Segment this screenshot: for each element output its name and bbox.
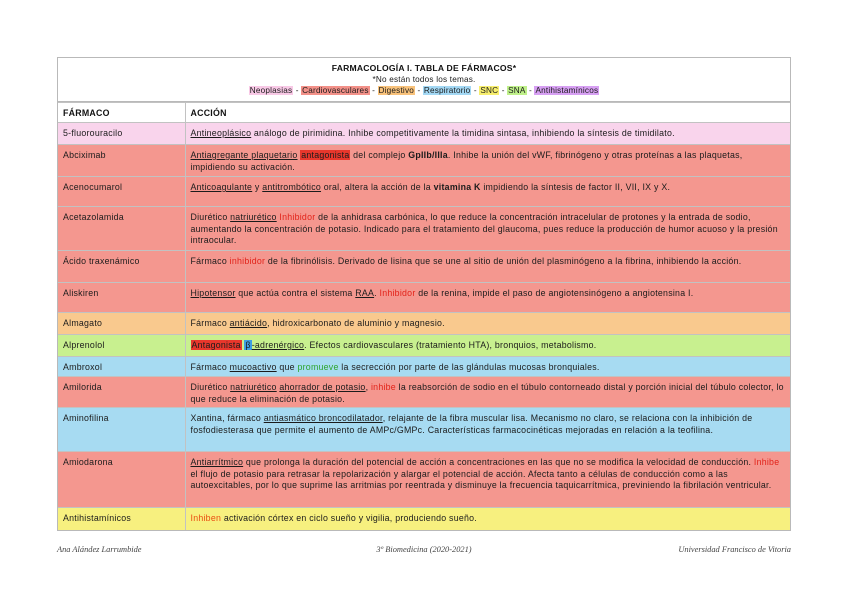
drug-name-cell: Antihistamínicos (58, 508, 185, 530)
action-text: impidiendo la síntesis de factor II, VII, IX y X. (480, 182, 671, 192)
highlighted-term: β (245, 340, 251, 350)
table-row (58, 123, 790, 145)
legend-item: Digestivo (378, 86, 414, 95)
underlined-term: ahorrador de potasio (279, 382, 366, 392)
action-text: , (365, 382, 371, 392)
drug-table (58, 102, 790, 530)
underlined-term: antiasmático broncodilatador (263, 413, 383, 423)
table-row (58, 177, 790, 207)
colored-term: promueve (297, 362, 339, 372)
drug-name-cell: Amiodarona (58, 452, 185, 508)
action-cell (185, 377, 790, 408)
action-cell (185, 145, 790, 177)
action-text: de la fibrinólisis. Derivado de lisina que se une al sitio de unión del plasminógeno a la fibrina, inhibiendo la acción. (265, 256, 742, 266)
underlined-term: natriurético (230, 212, 277, 222)
table-row (58, 283, 790, 313)
colored-term: Inhibe (753, 457, 780, 467)
action-text: Fármaco (190, 318, 230, 328)
action-cell (185, 408, 790, 452)
action-text: de la renina, impide el paso de angiotensinógeno a angiotensina I. (415, 288, 694, 298)
underlined-term: antitrombótico (262, 182, 322, 192)
highlighted-term: Antagonista (191, 340, 241, 350)
legend-item: Cardiovasculares (302, 86, 369, 95)
pharmacology-table (57, 57, 791, 531)
action-text: Diurético (190, 382, 231, 392)
legend-item: Antihistamínicos (535, 86, 599, 95)
action-cell (185, 283, 790, 313)
colored-term: inhibe (370, 382, 396, 392)
legend-separator: - (499, 86, 508, 95)
bold-term: vitamina K (433, 182, 481, 192)
underlined-term: natriurético (230, 382, 277, 392)
drug-name-cell: Almagato (58, 313, 185, 335)
table-row (58, 377, 790, 408)
legend-separator: - (471, 86, 480, 95)
legend-item: Neoplasias (249, 86, 293, 95)
action-cell (185, 452, 790, 508)
action-cell (185, 313, 790, 335)
table-row (58, 357, 790, 377)
action-cell (185, 123, 790, 145)
table-row (58, 508, 790, 530)
category-legend (58, 85, 790, 97)
action-text: Fármaco (190, 362, 230, 372)
action-text: el flujo de potasio para retrasar la repolarización y alargar el potencial de acción. Afecta tanto a células de conducción como a las autoexcitables, por lo que suprime las arritmias por reentrada y disminuye la frecuencia taquicarrítmica, previniendo la fibrilación ventricular. (190, 468, 772, 491)
drug-name-cell: Acenocumarol (58, 177, 185, 207)
drug-name-cell: Ácido traxenámico (58, 251, 185, 283)
colored-term: Inhibidor (279, 212, 316, 222)
action-text: Fármaco (190, 256, 230, 266)
underlined-term: Antineoplásico (190, 128, 252, 138)
footer-university: Universidad Francisco de Vitoria (678, 545, 791, 554)
underlined-term: -adrenérgico (251, 340, 305, 350)
action-cell (185, 207, 790, 251)
underlined-term: Antiagregante plaquetario (190, 150, 298, 160)
action-text: Diurético (190, 212, 231, 222)
underlined-term: antiácido (229, 318, 268, 328)
table-row (58, 251, 790, 283)
legend-item: Respiratorio (423, 86, 471, 95)
table-row (58, 452, 790, 508)
action-text: , relajante de la fibra muscular lisa. Mecanismo no claro, se relaciona con la inhibición de fosfodiesterasa que permite el aumento de AMPc/GMPc. Características farmacocinéticas mejoradas en relación a la teofilina. (190, 413, 753, 435)
action-text: la secrección por parte de las glándulas mucosas bronquiales. (338, 362, 600, 372)
underlined-term: Anticoagulante (190, 182, 253, 192)
action-cell (185, 335, 790, 357)
underlined-term: mucoactivo (229, 362, 277, 372)
drug-name-cell: Alprenolol (58, 335, 185, 357)
highlighted-term: antagonista (301, 150, 350, 160)
drug-name-cell: Aliskiren (58, 283, 185, 313)
action-text: que actúa contra el sistema (235, 288, 356, 298)
colored-term: Inhibidor (379, 288, 416, 298)
action-cell (185, 177, 790, 207)
footer-author: Ana Alández Larrumbide (57, 545, 142, 554)
legend-separator: - (526, 86, 535, 95)
table-row (58, 313, 790, 335)
action-text: . Efectos cardiovasculares (tratamiento HTA), bronquios, metabolismo. (304, 340, 597, 350)
column-header-row (58, 103, 790, 123)
action-text: . Inhibe la unión del vWF, fibrinógeno y otras proteínas a las plaquetas, impidiendo su activación. (190, 150, 743, 172)
drug-name-cell: Amilorida (58, 377, 185, 408)
action-text: . (374, 288, 380, 298)
table-row (58, 408, 790, 452)
action-text: análogo de pirimidina. Inhibe competitivamente la timidina sintasa, inhibiendo la síntesis de timidilato. (251, 128, 675, 138)
table-header-box (58, 58, 790, 102)
action-text: de la anhidrasa carbónica, lo que reduce la concentración intracelular de protones y la entrada de sodio, aumentando la concentración de potasio. Indicado para el tratamiento del glaucoma, pues reduce la producción de humor acuoso y la presión intraocular. (190, 212, 778, 246)
table-title: FARMACOLOGÍA I. TABLA DE FÁRMACOS* (331, 63, 517, 73)
drug-name-cell: Aminofilina (58, 408, 185, 452)
action-text: y (252, 182, 263, 192)
action-text: que (276, 362, 298, 372)
table-note: *No están todos los temas. (372, 75, 476, 84)
drug-table-body (58, 123, 790, 530)
drug-name-cell: Abciximab (58, 145, 185, 177)
table-row (58, 335, 790, 357)
drug-name-cell: Acetazolamida (58, 207, 185, 251)
table-row (58, 145, 790, 177)
legend-separator: - (415, 86, 423, 95)
action-text: que prolonga la duración del potencial de acción a concentraciones en las que no se modifica la velocidad de conducción. (243, 457, 754, 467)
legend-separator: - (293, 86, 302, 95)
underlined-term: RAA (355, 288, 375, 298)
table-row (58, 207, 790, 251)
underlined-term: Antiarrítmico (190, 457, 244, 467)
action-cell (185, 251, 790, 283)
colored-term: inhibidor (229, 256, 266, 266)
legend-item: SNC (480, 86, 499, 95)
action-cell (185, 357, 790, 377)
footer-course: 3º Biomedicina (2020-2021) (376, 545, 472, 554)
drug-name-cell: 5-fluorouracilo (58, 123, 185, 145)
legend-item: SNA (508, 86, 526, 95)
action-cell (185, 508, 790, 530)
drug-name-cell: Ambroxol (58, 357, 185, 377)
action-text: la reabsorción de sodio en el túbulo contorneado distal y porción inicial del túbulo colector, lo que reduce la eliminación de potasio. (190, 382, 784, 404)
underlined-term: Hipotensor (190, 288, 236, 298)
column-header-drug: FÁRMACO (58, 103, 185, 123)
action-text: , hidroxicarbonato de aluminio y magnesio. (267, 318, 445, 328)
colored-term: Inhiben (190, 513, 222, 523)
action-text: Xantina, fármaco (190, 413, 264, 423)
action-text: del complejo (350, 150, 409, 160)
bold-term: GpIIb/IIIa (408, 150, 448, 160)
action-text: activación córtex en ciclo sueño y vigilia, produciendo sueño. (221, 513, 477, 523)
column-header-action: ACCIÓN (185, 103, 790, 123)
action-text: oral, altera la acción de la (321, 182, 434, 192)
legend-separator: - (369, 86, 378, 95)
